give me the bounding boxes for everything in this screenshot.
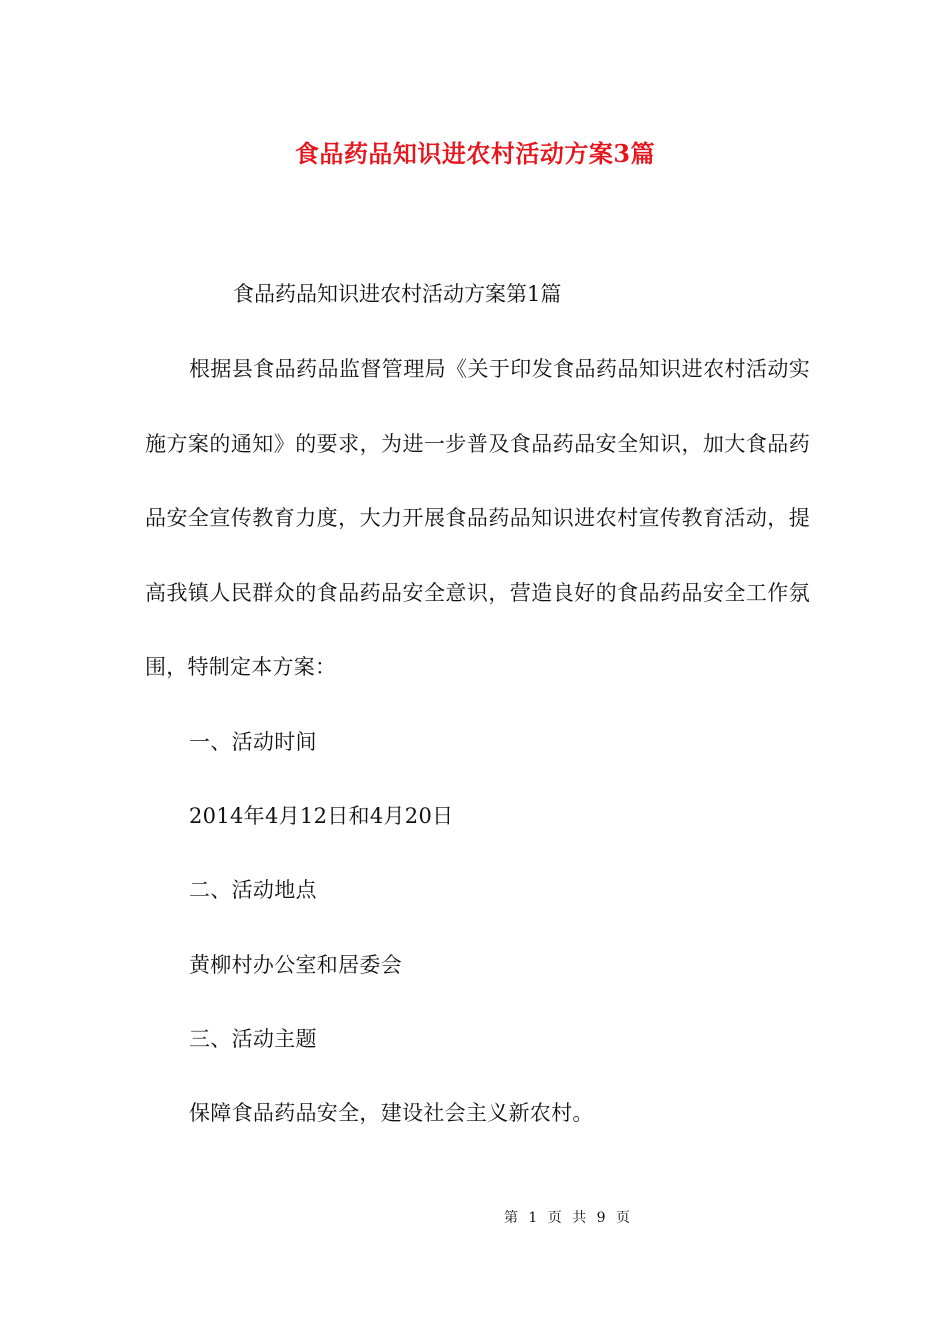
item-content-time: 2014年4月12日和4月20日 xyxy=(189,804,454,828)
item-content-location: 黄柳村办公室和居委会 xyxy=(189,953,402,977)
item-heading-time: 一、活动时间 xyxy=(189,730,317,754)
intro-paragraph: 根据县食品药品监督管理局《关于印发食品药品知识进农村活动实施方案的通知》的要求，为进一步普及食品药品安全知识，加大食品药品安全宣传教育力度，大力开展食品药品知识进农村宣传教育活动，提高我镇人民群众的食品药品安全意识，营造良好的食品药品安全工作氛围，特制定本方案： xyxy=(145,357,810,679)
item-heading-theme: 三、活动主题 xyxy=(189,1027,317,1051)
page-number-footer: 第 1 页 共 9 页 xyxy=(503,1210,631,1226)
item-content-theme: 保障食品药品安全，建设社会主义新农村。 xyxy=(189,1101,594,1125)
document-title: 食品药品知识进农村活动方案3篇 xyxy=(294,139,656,168)
item-heading-location: 二、活动地点 xyxy=(189,878,317,902)
section-heading: 食品药品知识进农村活动方案第1篇 xyxy=(233,282,562,306)
